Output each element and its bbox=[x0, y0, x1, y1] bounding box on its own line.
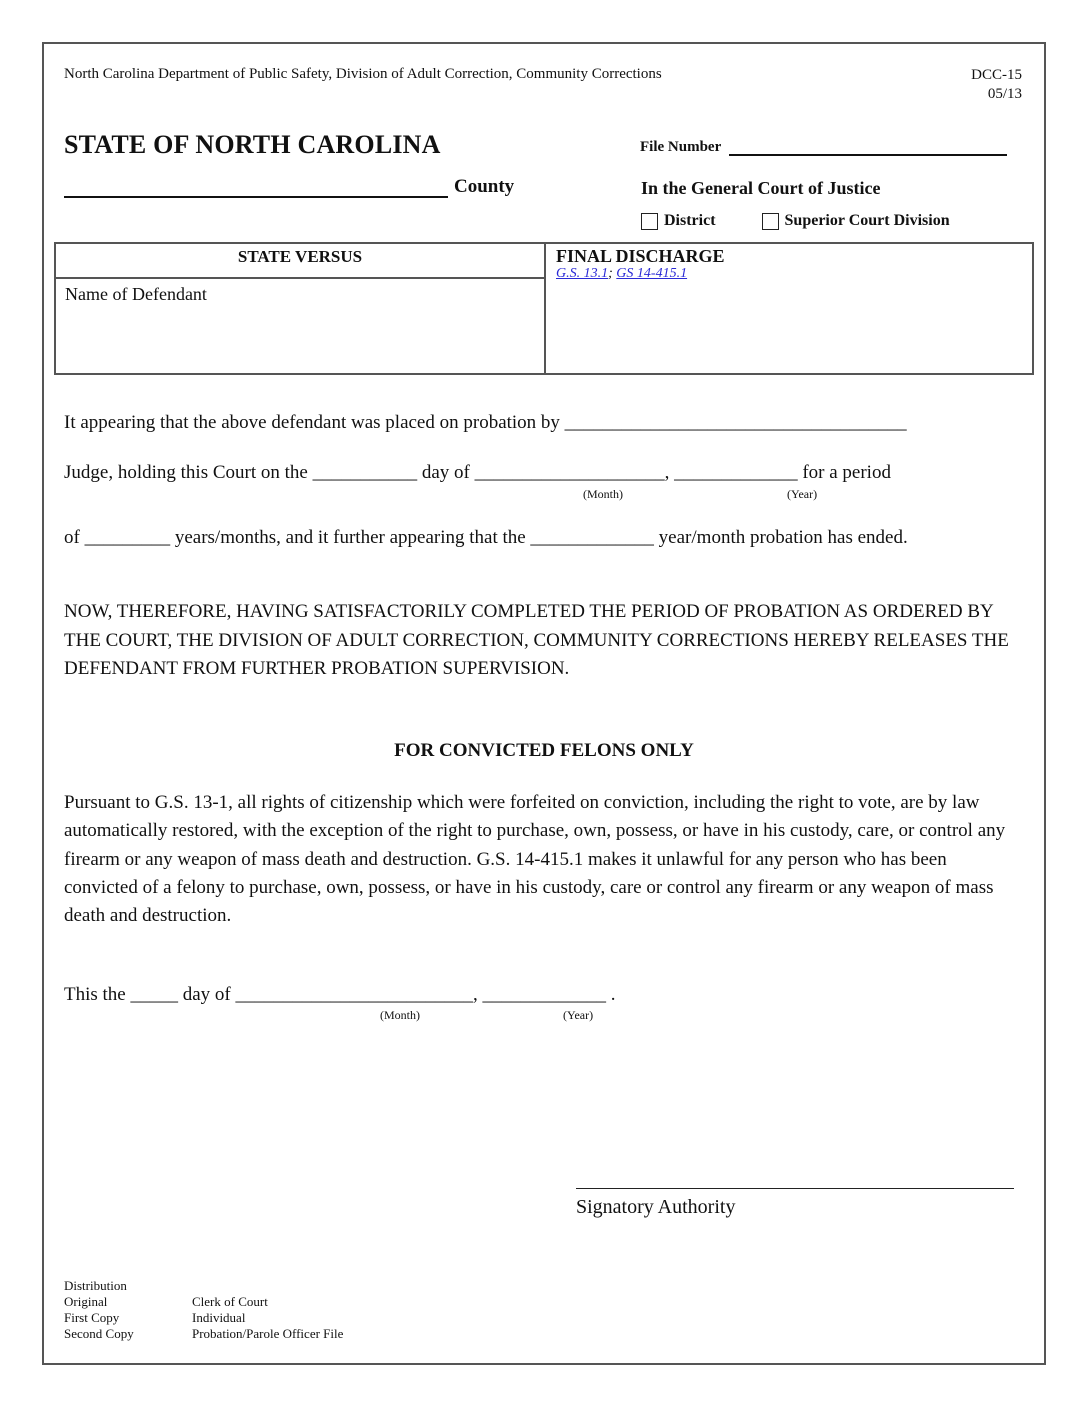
statute-link-gs-13-1[interactable]: G.S. 13.1 bbox=[556, 266, 609, 281]
division-options bbox=[641, 212, 996, 230]
dating-year-label: (Year) bbox=[563, 1008, 594, 1022]
superior-court-label: Superior Court Division bbox=[784, 212, 950, 229]
signature-field[interactable] bbox=[576, 1188, 1014, 1189]
form-id-block bbox=[971, 66, 1022, 104]
recital-year-label: (Year) bbox=[787, 487, 818, 501]
recital-line-probation-by[interactable]: It appearing that the above defendant was placed on probation by ____________________________________ bbox=[64, 412, 907, 433]
state-versus-panel bbox=[56, 244, 546, 373]
district-label: District bbox=[664, 212, 716, 229]
county-row bbox=[64, 176, 514, 198]
distribution-row bbox=[64, 1326, 343, 1342]
form-number: DCC-15 bbox=[971, 67, 1022, 83]
distribution-copy: First Copy bbox=[64, 1310, 120, 1325]
agency-header: North Carolina Department of Public Safety, Division of Adult Correction, Community Corrections bbox=[64, 66, 662, 82]
recital-month-label: (Month) bbox=[583, 487, 623, 501]
district-checkbox[interactable] bbox=[641, 213, 658, 230]
distribution-row bbox=[64, 1294, 343, 1310]
case-caption-box bbox=[54, 242, 1034, 375]
final-discharge-panel bbox=[546, 244, 1032, 373]
distribution-copy: Second Copy bbox=[64, 1326, 134, 1341]
signature-label: Signatory Authority bbox=[576, 1196, 736, 1218]
form-frame bbox=[42, 42, 1046, 1365]
distribution-copy: Original bbox=[64, 1294, 108, 1309]
final-discharge-heading: FINAL DISCHARGE bbox=[556, 246, 725, 266]
felons-heading: FOR CONVICTED FELONS ONLY bbox=[394, 740, 694, 761]
file-number-field[interactable] bbox=[729, 138, 1007, 156]
dating-line[interactable]: This the _____ day of _________________________, _____________ . bbox=[64, 984, 616, 1005]
defendant-name-label: Name of Defendant bbox=[65, 284, 207, 304]
county-field[interactable] bbox=[64, 178, 448, 198]
distribution-recipient: Individual bbox=[192, 1310, 246, 1325]
recital-line-judge-date[interactable]: Judge, holding this Court on the ___________ day of ____________________, _____________ for a period bbox=[64, 462, 891, 483]
court-title: In the General Court of Justice bbox=[641, 178, 881, 198]
statute-links bbox=[556, 266, 1032, 282]
statute-link-gs-14-415-1[interactable]: GS 14-415.1 bbox=[616, 266, 688, 281]
distribution-row bbox=[64, 1310, 343, 1326]
division-option-district[interactable] bbox=[641, 212, 716, 230]
state-title: STATE OF NORTH CAROLINA bbox=[64, 130, 441, 159]
county-label: County bbox=[454, 176, 515, 197]
form-date: 05/13 bbox=[987, 86, 1022, 102]
distribution-title: Distribution bbox=[64, 1278, 127, 1293]
file-number-row bbox=[640, 138, 1007, 156]
superior-court-checkbox[interactable] bbox=[762, 213, 779, 230]
release-paragraph: NOW, THEREFORE, HAVING SATISFACTORILY COMPLETED THE PERIOD OF PROBATION AS ORDERED BY THE COURT, THE DIVISION OF ADULT CORRECTION, COMMUNITY CORRECTIONS HEREBY RELEASES THE DEFENDANT FROM FURTHER PROBATION SUPERVISION. bbox=[64, 601, 1009, 679]
distribution-block bbox=[64, 1278, 343, 1342]
dating-month-label: (Month) bbox=[380, 1008, 420, 1022]
distribution-recipient: Probation/Parole Officer File bbox=[192, 1326, 344, 1341]
felons-rights-paragraph: Pursuant to G.S. 13-1, all rights of citizenship which were forfeited on conviction, including the right to vote, are by law automatically restored, with the exception of the right to purchase, own, possess, or have in his custody, care, or control any firearm or any weapon of mass death and destruction. G.S. 14-415.1 makes it unlawful for any person who has been convicted of a felony to purchase, own, possess, or have in his custody, care or control any firearm or any weapon of mass death and destruction. bbox=[64, 792, 1006, 927]
file-number-label: File Number bbox=[640, 139, 722, 155]
distribution-recipient: Clerk of Court bbox=[192, 1294, 268, 1309]
defendant-name-field[interactable] bbox=[64, 305, 536, 369]
statute-separator: ; bbox=[608, 266, 613, 281]
recital-line-period[interactable]: of _________ years/months, and it further appearing that the _____________ year/month probation has ended. bbox=[64, 527, 908, 548]
state-versus-heading: STATE VERSUS bbox=[56, 244, 544, 279]
division-option-superior[interactable] bbox=[762, 212, 950, 230]
